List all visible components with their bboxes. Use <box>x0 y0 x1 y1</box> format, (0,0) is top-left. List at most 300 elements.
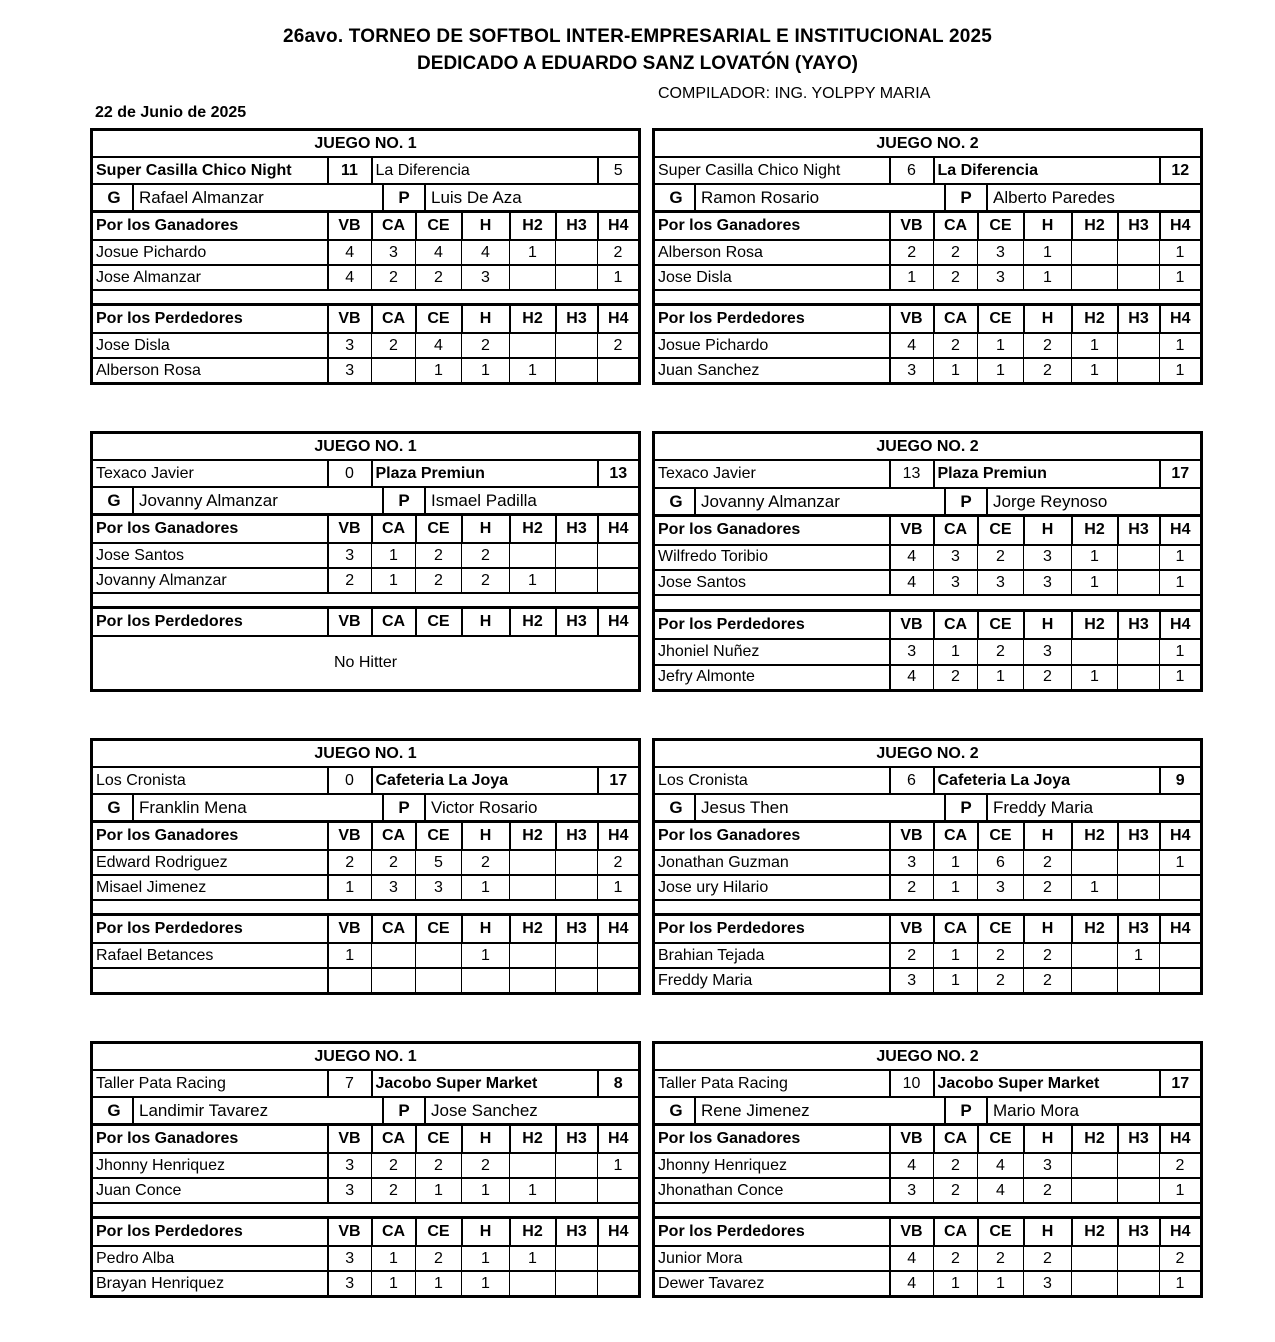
stat-cell: 1 <box>890 265 934 290</box>
stat-col-header: H4 <box>1160 1125 1202 1154</box>
player-name: Jovanny Almanzar <box>92 568 328 593</box>
stat-col-header: H4 <box>598 608 640 637</box>
team1-name: Super Casilla Chico Night <box>92 157 328 184</box>
stat-cell: 2 <box>372 850 416 875</box>
stat-cell: 1 <box>510 240 556 265</box>
stat-cell <box>556 850 598 875</box>
stat-cell: 1 <box>462 943 510 968</box>
game-title: JUEGO NO. 1 <box>92 1043 640 1071</box>
losers-player-row <box>92 943 640 968</box>
team2-score: 8 <box>598 1070 640 1097</box>
stat-cell: 2 <box>462 543 510 568</box>
team1-score: 0 <box>328 460 372 487</box>
winners-header: Por los Ganadores <box>92 212 328 241</box>
stat-cell <box>328 968 372 994</box>
player-name: Freddy Maria <box>654 968 890 994</box>
stat-cell <box>510 943 556 968</box>
winners-header-row <box>92 212 640 241</box>
losing-pitcher-label: P <box>384 795 426 820</box>
stat-col-header: CA <box>934 516 978 545</box>
losers-player-row <box>92 1271 640 1297</box>
stat-cell: 3 <box>372 240 416 265</box>
stat-cell <box>1118 1178 1160 1203</box>
stat-cell: 1 <box>598 1153 640 1178</box>
stat-col-header: H4 <box>1160 1218 1202 1247</box>
stat-cell: 1 <box>1160 570 1202 595</box>
winning-pitcher-name: Rene Jimenez <box>696 1098 946 1123</box>
stat-cell: 3 <box>1024 545 1072 570</box>
stat-col-header: VB <box>890 610 934 639</box>
stat-cell: 4 <box>416 240 462 265</box>
stat-cell: 2 <box>416 1153 462 1178</box>
stat-cell: 2 <box>934 1178 978 1203</box>
stat-col-header: H <box>462 822 510 851</box>
stat-cell <box>556 265 598 290</box>
stat-col-header: CE <box>978 822 1024 851</box>
losers-header: Por los Perdedores <box>92 608 328 637</box>
stat-cell: 1 <box>416 1178 462 1203</box>
stat-cell: 1 <box>1160 545 1202 570</box>
losing-pitcher-label: P <box>946 185 988 210</box>
stat-cell: 4 <box>416 333 462 358</box>
winners-player-row <box>92 543 640 568</box>
team1-score: 0 <box>328 767 372 794</box>
losers-header: Por los Perdedores <box>654 610 890 639</box>
stat-cell: 2 <box>328 568 372 593</box>
stat-col-header: CA <box>934 822 978 851</box>
stat-col-header: H2 <box>510 305 556 334</box>
stat-cell: 3 <box>890 639 934 664</box>
stat-cell: 1 <box>1072 570 1118 595</box>
game-table <box>90 738 641 995</box>
team1-name: Los Cronista <box>654 767 890 794</box>
stat-col-header: CA <box>372 915 416 944</box>
stat-cell: 2 <box>934 265 978 290</box>
stat-cell <box>1118 240 1160 265</box>
stat-cell <box>556 943 598 968</box>
game-title-row <box>654 433 1202 461</box>
stat-col-header: H4 <box>1160 305 1202 334</box>
stat-col-header: H <box>1024 1125 1072 1154</box>
stat-col-header: CA <box>934 305 978 334</box>
stat-col-header: H4 <box>598 1125 640 1154</box>
stat-cell: 1 <box>372 568 416 593</box>
team2-name: Plaza Premiun <box>934 460 1160 487</box>
stat-col-header: CA <box>372 822 416 851</box>
pitchers-row <box>92 184 640 212</box>
team2-name: Jacobo Super Market <box>372 1070 598 1097</box>
winning-pitcher-label: G <box>96 185 134 210</box>
player-name: Alberson Rosa <box>92 358 328 384</box>
stat-cell <box>1118 665 1160 691</box>
losing-pitcher-label: P <box>946 1098 988 1123</box>
stat-cell: 1 <box>416 358 462 384</box>
separator-row <box>654 1203 1202 1218</box>
team1-score: 6 <box>890 767 934 794</box>
stat-cell <box>462 968 510 994</box>
losing-pitcher-name: Jose Sanchez <box>431 1100 538 1120</box>
stat-cell: 3 <box>328 358 372 384</box>
losers-player-row <box>654 1271 1202 1297</box>
separator-cell <box>654 595 1202 610</box>
player-name: Edward Rodriguez <box>92 850 328 875</box>
team2-score: 9 <box>1160 767 1202 794</box>
winners-player-row <box>654 570 1202 595</box>
stat-cell <box>1072 850 1118 875</box>
stat-col-header: CE <box>978 305 1024 334</box>
stat-cell <box>416 943 462 968</box>
team-score-row <box>654 767 1202 794</box>
stat-col-header: CE <box>978 212 1024 241</box>
winning-pitcher-label: G <box>658 1098 696 1123</box>
stat-cell: 4 <box>890 1271 934 1297</box>
stat-col-header: H <box>1024 305 1072 334</box>
stat-cell: 1 <box>978 333 1024 358</box>
losers-player-row <box>654 358 1202 384</box>
stat-col-header: H <box>462 1218 510 1247</box>
stat-col-header: CE <box>978 1218 1024 1247</box>
stat-cell: 1 <box>1072 875 1118 900</box>
player-name: Jose Almanzar <box>92 265 328 290</box>
stat-col-header: VB <box>890 822 934 851</box>
stat-cell: 1 <box>1024 240 1072 265</box>
stat-cell <box>1118 358 1160 384</box>
stat-cell <box>510 875 556 900</box>
pitchers-row <box>654 488 1202 516</box>
stat-cell: 4 <box>328 265 372 290</box>
stat-col-header: VB <box>890 915 934 944</box>
stat-cell <box>1072 1178 1118 1203</box>
stat-col-header: H <box>1024 1218 1072 1247</box>
losers-player-row <box>654 639 1202 664</box>
losers-player-row <box>654 968 1202 994</box>
no-hitter-row <box>92 636 640 691</box>
stat-col-header: H4 <box>598 915 640 944</box>
stat-cell: 3 <box>328 1178 372 1203</box>
stat-cell: 2 <box>416 568 462 593</box>
separator-row <box>654 290 1202 305</box>
game-table <box>90 431 641 692</box>
stat-col-header: VB <box>890 1125 934 1154</box>
stat-cell: 2 <box>598 240 640 265</box>
stat-cell: 2 <box>1024 968 1072 994</box>
stat-col-header: VB <box>328 305 372 334</box>
stat-cell: 2 <box>328 850 372 875</box>
stat-cell <box>1072 639 1118 664</box>
team1-name: Texaco Javier <box>92 460 328 487</box>
stat-col-header: H <box>1024 516 1072 545</box>
player-name: Jose ury Hilario <box>654 875 890 900</box>
stat-cell: 3 <box>372 875 416 900</box>
stat-cell: 4 <box>890 545 934 570</box>
stat-cell: 2 <box>1024 1178 1072 1203</box>
winners-player-row <box>654 1153 1202 1178</box>
winning-pitcher-label: G <box>658 489 696 514</box>
stat-cell: 3 <box>462 265 510 290</box>
winners-player-row <box>92 1178 640 1203</box>
game-table <box>90 1041 641 1298</box>
stat-col-header: H3 <box>556 1218 598 1247</box>
stat-col-header: H2 <box>510 1218 556 1247</box>
stat-col-header: H3 <box>1118 915 1160 944</box>
winners-player-row <box>654 545 1202 570</box>
team2-name: Cafeteria La Joya <box>372 767 598 794</box>
tournament-title-line2: DEDICADO A EDUARDO SANZ LOVATÓN (YAYO) <box>417 53 858 74</box>
stat-col-header: H3 <box>556 608 598 637</box>
team2-score: 17 <box>598 767 640 794</box>
team2-score: 17 <box>1160 1070 1202 1097</box>
stat-cell: 2 <box>890 240 934 265</box>
compiler-credit: COMPILADOR: ING. YOLPPY MARIA <box>658 85 931 102</box>
stat-cell <box>1118 570 1160 595</box>
stat-cell <box>556 1153 598 1178</box>
stat-col-header: H2 <box>510 608 556 637</box>
pitchers-cell <box>92 1097 640 1125</box>
losing-pitcher-label: P <box>946 795 988 820</box>
pitchers-flex <box>658 489 1197 514</box>
stat-cell: 1 <box>934 1271 978 1297</box>
winning-pitcher-name: Rafael Almanzar <box>134 185 384 210</box>
pitchers-flex <box>96 795 635 820</box>
stat-col-header: CE <box>978 516 1024 545</box>
stat-cell: 1 <box>462 358 510 384</box>
team2-score: 5 <box>598 157 640 184</box>
player-name: Pedro Alba <box>92 1246 328 1271</box>
stat-cell: 1 <box>510 358 556 384</box>
losers-header-row <box>92 608 640 637</box>
stat-col-header: H2 <box>1072 1125 1118 1154</box>
stat-cell <box>372 943 416 968</box>
stat-cell <box>1160 943 1202 968</box>
winners-header-row <box>654 822 1202 851</box>
stat-cell <box>1118 639 1160 664</box>
winners-header: Por los Ganadores <box>92 822 328 851</box>
stat-cell: 2 <box>1024 358 1072 384</box>
stat-col-header: VB <box>890 212 934 241</box>
team1-score: 7 <box>328 1070 372 1097</box>
stat-cell <box>1072 943 1118 968</box>
stat-col-header: H2 <box>510 915 556 944</box>
winners-player-row <box>654 875 1202 900</box>
stat-col-header: H3 <box>556 515 598 544</box>
winning-pitcher-name: Jovanny Almanzar <box>696 489 946 514</box>
winning-pitcher-name: Landimir Tavarez <box>134 1098 384 1123</box>
winning-pitcher-name: Jesus Then <box>696 795 946 820</box>
pitchers-flex <box>96 185 635 210</box>
stat-col-header: H3 <box>1118 305 1160 334</box>
pitchers-flex <box>658 185 1197 210</box>
stat-cell: 2 <box>372 265 416 290</box>
stat-cell: 1 <box>328 943 372 968</box>
player-name: Jhonny Henriquez <box>92 1153 328 1178</box>
stat-col-header: H4 <box>1160 610 1202 639</box>
stat-col-header: H4 <box>598 822 640 851</box>
stat-col-header: CE <box>416 212 462 241</box>
stat-col-header: H3 <box>556 822 598 851</box>
player-name: Brahian Tejada <box>654 943 890 968</box>
team-score-row <box>654 460 1202 487</box>
stat-col-header: H2 <box>1072 516 1118 545</box>
losing-pitcher-name: Ismael Padilla <box>431 490 537 510</box>
stat-col-header: CA <box>372 1125 416 1154</box>
winners-player-row <box>92 240 640 265</box>
team-score-row <box>654 1070 1202 1097</box>
winners-player-row <box>654 240 1202 265</box>
stat-cell: 3 <box>890 358 934 384</box>
stat-col-header: CA <box>934 1218 978 1247</box>
game-title-row <box>92 1043 640 1071</box>
stat-cell: 1 <box>934 358 978 384</box>
stat-cell: 2 <box>978 545 1024 570</box>
stat-cell: 2 <box>598 333 640 358</box>
winners-header-row <box>654 516 1202 545</box>
stat-col-header: H <box>1024 610 1072 639</box>
losers-player-row <box>654 943 1202 968</box>
stat-cell: 2 <box>1024 850 1072 875</box>
stat-cell <box>416 968 462 994</box>
stat-cell <box>598 968 640 994</box>
stat-col-header: CA <box>372 1218 416 1247</box>
stat-cell: 2 <box>1024 875 1072 900</box>
report-date: 22 de Junio de 2025 <box>95 104 247 121</box>
team-score-row <box>654 157 1202 184</box>
player-name: Josue Pichardo <box>654 333 890 358</box>
stat-cell: 4 <box>328 240 372 265</box>
stat-cell: 4 <box>890 570 934 595</box>
stat-cell <box>598 1178 640 1203</box>
team1-score: 6 <box>890 157 934 184</box>
losers-header-row <box>92 1218 640 1247</box>
stat-cell: 1 <box>978 358 1024 384</box>
stat-cell: 2 <box>934 240 978 265</box>
pitchers-row <box>92 1097 640 1125</box>
stat-col-header: H4 <box>1160 915 1202 944</box>
stat-col-header: CE <box>416 1125 462 1154</box>
stat-cell <box>372 968 416 994</box>
game-title-row <box>92 433 640 461</box>
stat-cell: 2 <box>934 333 978 358</box>
player-name: Juan Sanchez <box>654 358 890 384</box>
team2-name: Plaza Premiun <box>372 460 598 487</box>
losing-pitcher-label: P <box>946 489 988 514</box>
losers-header-row <box>92 305 640 334</box>
team2-name: La Diferencia <box>934 157 1160 184</box>
stat-cell: 1 <box>1160 265 1202 290</box>
stat-cell: 2 <box>1160 1246 1202 1271</box>
winning-pitcher-label: G <box>658 185 696 210</box>
stat-col-header: VB <box>328 822 372 851</box>
stat-cell <box>598 1246 640 1271</box>
stat-col-header: H3 <box>1118 610 1160 639</box>
stat-cell <box>1160 875 1202 900</box>
stat-col-header: H4 <box>1160 516 1202 545</box>
game-title: JUEGO NO. 2 <box>654 433 1202 461</box>
winners-player-row <box>92 1153 640 1178</box>
stat-cell <box>598 943 640 968</box>
team2-score: 13 <box>598 460 640 487</box>
stat-col-header: CE <box>416 822 462 851</box>
player-name: Jose Santos <box>654 570 890 595</box>
game-title: JUEGO NO. 1 <box>92 740 640 768</box>
stat-col-header: H3 <box>1118 822 1160 851</box>
losers-header: Por los Perdedores <box>92 1218 328 1247</box>
stat-cell: 2 <box>416 1246 462 1271</box>
game-table <box>652 1041 1203 1298</box>
stat-cell: 3 <box>934 570 978 595</box>
stat-cell: 4 <box>462 240 510 265</box>
stat-col-header: H2 <box>1072 610 1118 639</box>
stat-cell <box>556 1271 598 1297</box>
stat-cell: 1 <box>1118 943 1160 968</box>
stat-cell: 2 <box>462 850 510 875</box>
pitchers-flex <box>658 1098 1197 1123</box>
game-table <box>90 128 641 385</box>
team-score-row <box>92 1070 640 1097</box>
stat-cell <box>1118 265 1160 290</box>
winners-header: Por los Ganadores <box>654 212 890 241</box>
stat-cell: 1 <box>1160 333 1202 358</box>
stat-cell: 2 <box>416 265 462 290</box>
stat-cell: 1 <box>1072 333 1118 358</box>
stat-cell: 4 <box>978 1153 1024 1178</box>
stat-cell: 2 <box>978 943 1024 968</box>
stat-cell: 5 <box>416 850 462 875</box>
player-name: Jhonathan Conce <box>654 1178 890 1203</box>
losing-pitcher-label: P <box>384 1098 426 1123</box>
player-name: Jefry Almonte <box>654 665 890 691</box>
team-score-row <box>92 767 640 794</box>
player-name: Juan Conce <box>92 1178 328 1203</box>
team2-score: 12 <box>1160 157 1202 184</box>
stat-cell <box>1072 240 1118 265</box>
stat-cell: 2 <box>1160 1153 1202 1178</box>
stat-col-header: H <box>462 212 510 241</box>
stat-cell: 3 <box>890 1178 934 1203</box>
stat-cell: 1 <box>1072 545 1118 570</box>
winners-player-row <box>654 1178 1202 1203</box>
stat-cell: 1 <box>372 1271 416 1297</box>
stat-col-header: H <box>462 515 510 544</box>
games-grid <box>90 128 1200 1298</box>
game-title-row <box>92 740 640 768</box>
stat-cell: 1 <box>328 875 372 900</box>
pitchers-row <box>654 794 1202 822</box>
stat-cell: 3 <box>978 240 1024 265</box>
stat-cell: 1 <box>372 543 416 568</box>
game-title: JUEGO NO. 1 <box>92 130 640 158</box>
stat-cell: 2 <box>890 943 934 968</box>
pitchers-flex <box>96 1098 635 1123</box>
stat-cell <box>1072 1246 1118 1271</box>
stat-col-header: H <box>462 1125 510 1154</box>
stat-col-header: H3 <box>1118 1218 1160 1247</box>
stat-cell: 1 <box>1160 665 1202 691</box>
stat-cell: 3 <box>978 570 1024 595</box>
winners-header-row <box>92 515 640 544</box>
stat-cell: 1 <box>510 1178 556 1203</box>
stat-cell: 1 <box>1160 639 1202 664</box>
stat-col-header: H3 <box>556 305 598 334</box>
stat-col-header: H <box>462 915 510 944</box>
player-name <box>92 968 328 994</box>
player-name: Jose Disla <box>654 265 890 290</box>
team1-name: Taller Pata Racing <box>92 1070 328 1097</box>
stat-cell: 4 <box>890 665 934 691</box>
team1-score: 10 <box>890 1070 934 1097</box>
stat-col-header: H <box>1024 915 1072 944</box>
stat-cell: 1 <box>934 850 978 875</box>
winners-header-row <box>92 822 640 851</box>
